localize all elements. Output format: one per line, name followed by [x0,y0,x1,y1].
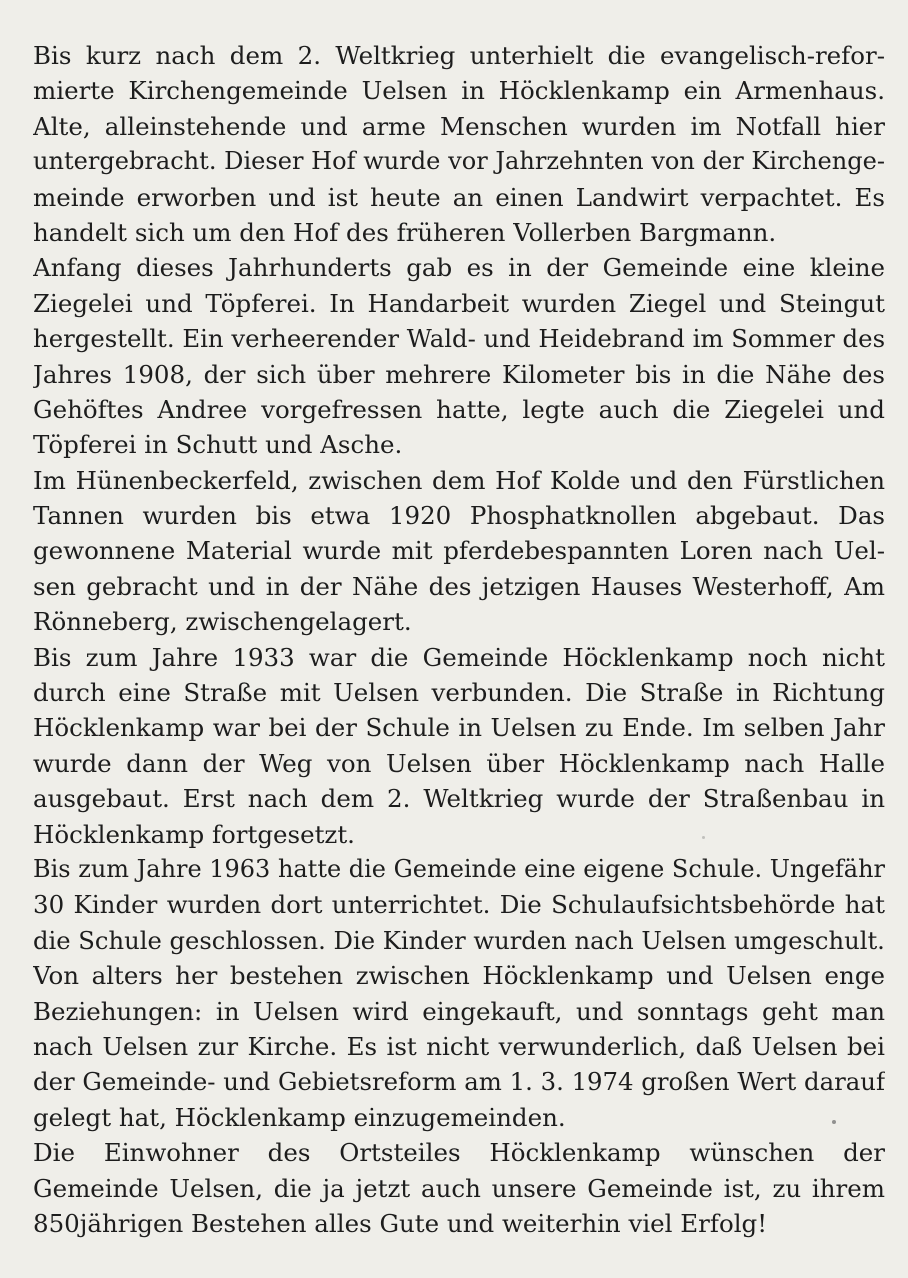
text-line: 30 Kinder wurden dort unterrichtet. Die Schulaufsichtsbehörde hat [33,890,885,920]
text-line: Von alters her bestehen zwischen Höcklenkamp und Uelsen enge [33,961,885,991]
text-line: Alte, alleinstehende und arme Menschen wurden im Notfall hier [33,111,885,141]
text-line: Bis zum Jahre 1933 war die Gemeinde Höcklenkamp noch nicht [33,642,885,672]
text-line: Tannen wurden bis etwa 1920 Phosphatknollen abgebaut. Das [33,501,885,531]
text-line: Im Hünenbeckerfeld, zwischen dem Hof Kolde und den Fürstlichen [33,465,885,495]
text-line: die Schule geschlossen. Die Kinder wurden nach Uelsen umgeschult. [33,925,885,955]
text-line: gelegt hat, Höcklenkamp einzugemeinden. [33,1102,566,1132]
text-line: ausgebaut. Erst nach dem 2. Weltkrieg wurde der Straßenbau in [33,784,885,814]
text-line: Höcklenkamp war bei der Schule in Uelsen zu Ende. Im selben Jahr [33,713,885,743]
text-line: Die Einwohner des Ortsteiles Höcklenkamp wünschen der [33,1138,885,1168]
text-line: handelt sich um den Hof des früheren Vollerben Bargmann. [33,217,777,247]
text-line: meinde erworben und ist heute an einen Landwirt verpachtet. Es [33,182,885,212]
text-line: Ziegelei und Töpferei. In Handarbeit wurden Ziegel und Steingut [33,288,885,318]
text-line: Anfang dieses Jahrhunderts gab es in der Gemeinde eine kleine [33,253,885,283]
text-line: Beziehungen: in Uelsen wird eingekauft, und sonntags geht man [33,996,885,1026]
text-line: Gehöftes Andree vorgefressen hatte, legte auch die Ziegelei und [33,394,885,424]
text-line: Rönneberg, zwischengelagert. [33,607,412,637]
text-line: Bis zum Jahre 1963 hatte die Gemeinde eine eigene Schule. Ungefähr [33,854,885,883]
text-line: durch eine Straße mit Uelsen verbunden. Die Straße in Richtung [33,678,885,708]
text-line: Töpferei in Schutt und Asche. [33,430,403,460]
text-line: hergestellt. Ein verheerender Wald- und Heidebrand im Sommer des [33,324,885,354]
text-line: sen gebracht und in der Nähe des jetzigen Hauses Westerhoff, Am [33,571,885,601]
text-line: Jahres 1908, der sich über mehrere Kilometer bis in die Nähe des [33,359,885,389]
text-line: Bis kurz nach dem 2. Weltkrieg unterhielt die evangelisch-refor- [33,41,885,70]
text-line: mierte Kirchengemeinde Uelsen in Höcklenkamp ein Armenhaus. [33,76,885,106]
text-line: Höcklenkamp fortgesetzt. [33,819,355,849]
text-line: der Gemeinde- und Gebietsreform am 1. 3. 1974 großen Wert darauf [33,1067,885,1097]
text-line: untergebracht. Dieser Hof wurde vor Jahrzehnten von der Kirchenge- [33,147,885,176]
text-line: 850jährigen Bestehen alles Gute und weiterhin viel Erfolg! [33,1208,768,1238]
text-line: nach Uelsen zur Kirche. Es ist nicht verwunderlich, daß Uelsen bei [33,1031,885,1061]
text-line: Gemeinde Uelsen, die ja jetzt auch unsere Gemeinde ist, zu ihrem [33,1173,885,1203]
text-line: wurde dann der Weg von Uelsen über Höcklenkamp nach Halle [33,748,885,778]
scan-speck [702,836,705,839]
body-text [33,38,885,1241]
text-line: gewonnene Material wurde mit pferdebespannten Loren nach Uel- [33,536,885,566]
scan-speck [832,1120,836,1124]
